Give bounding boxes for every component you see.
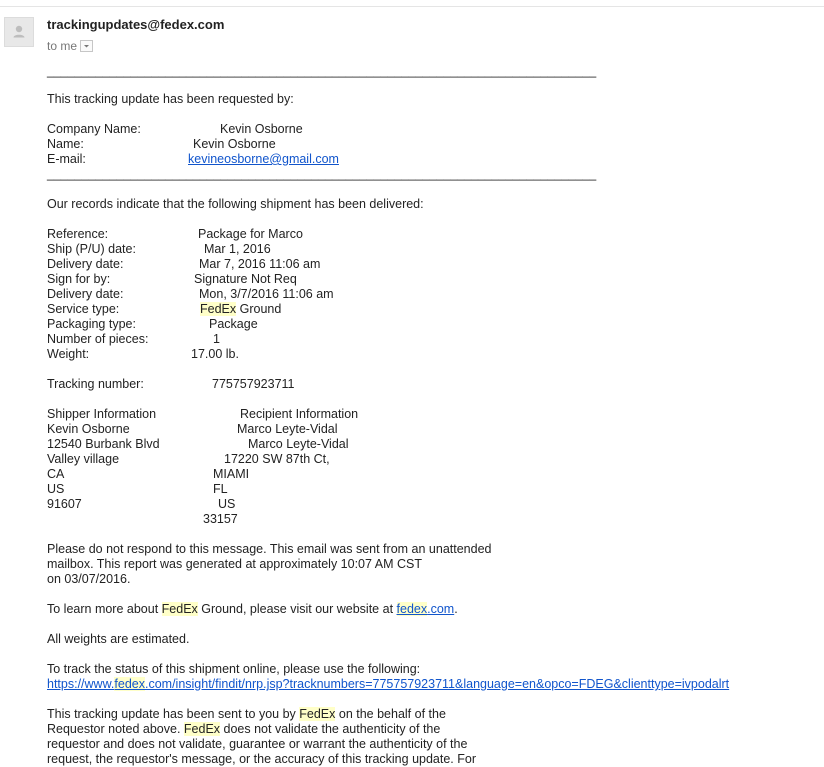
recipient-summary	[47, 39, 93, 53]
fedex-highlight: FedEx	[183, 722, 221, 736]
weights-note: All weights are estimated.	[47, 632, 190, 646]
recipient-name: Marco Leyte-Vidal	[237, 422, 338, 436]
fedex-website-link[interactable]	[396, 602, 458, 616]
fedex-highlight: fedex	[114, 677, 145, 691]
shipper-country: US	[47, 482, 65, 496]
weight-value: 17.00 lb.	[191, 347, 239, 361]
pieces-value: 1	[213, 332, 220, 346]
fedex-highlight: FedEx	[161, 602, 198, 616]
tracking-link-text: https://www.	[47, 677, 115, 691]
disclaimer-line	[47, 707, 446, 722]
disclaimer-line	[47, 722, 440, 737]
shipper-city: Valley village	[47, 452, 120, 466]
recipient-state: FL	[213, 482, 228, 496]
company-value: Kevin Osborne	[220, 122, 303, 136]
delivery-date-value: Mon, 3/7/2016 11:06 am	[199, 287, 334, 301]
fedex-highlight: FedEx	[200, 302, 237, 316]
company-label: Company Name:	[47, 122, 141, 136]
name-value: Kevin Osborne	[193, 137, 276, 151]
shipper-heading: Shipper Information	[47, 407, 157, 421]
email-label: E-mail:	[47, 152, 86, 166]
reference-value: Package for Marco	[198, 227, 303, 241]
details-dropdown-button[interactable]	[80, 40, 93, 52]
delivery-date-label: Delivery date:	[47, 287, 124, 301]
disclaimer-text: on the behalf of the	[335, 707, 446, 721]
notice-line: on 03/07/2016.	[47, 572, 131, 586]
recipient-company: Marco Leyte-Vidal	[248, 437, 349, 451]
shipper-name: Kevin Osborne	[47, 422, 130, 436]
fedex-link-text: .com	[427, 602, 455, 616]
records-intro: Our records indicate that the following shipment has been delivered:	[47, 197, 424, 211]
service-type-label: Service type:	[47, 302, 120, 316]
top-divider	[0, 6, 824, 7]
sign-for-value: Signature Not Req	[194, 272, 297, 286]
notice-line: Please do not respond to this message. This email was sent from an unattended	[47, 542, 492, 556]
learn-more-line	[47, 602, 458, 617]
learn-more-text: .	[454, 602, 458, 616]
service-type-text: Ground	[236, 302, 282, 316]
delivery-date-label: Delivery date:	[47, 257, 124, 271]
separator-line: _______________________________________________________________________________	[47, 167, 597, 181]
requester-email-link[interactable]: kevineosborne@gmail.com	[188, 152, 339, 166]
packaging-type-value: Package	[209, 317, 258, 331]
separator-line: _______________________________________________________________________________	[47, 64, 597, 78]
pieces-label: Number of pieces:	[47, 332, 149, 346]
sender-address[interactable]: trackingupdates@fedex.com	[47, 17, 225, 32]
disclaimer-line: requestor and does not validate, guarantee or warrant the authenticity of the	[47, 737, 468, 751]
service-type-value	[200, 302, 281, 317]
tracking-number-label: Tracking number:	[47, 377, 144, 391]
learn-more-text: Ground, please visit our website at	[197, 602, 397, 616]
disclaimer-text: does not validate the authenticity of the	[220, 722, 441, 736]
notice-line: mailbox. This report was generated at approximately 10:07 AM CST	[47, 557, 422, 571]
tracking-link[interactable]	[47, 677, 729, 692]
shipper-street: 12540 Burbank Blvd	[47, 437, 160, 451]
fedex-highlight: fedex	[396, 602, 428, 616]
recipient-city: MIAMI	[213, 467, 250, 481]
to-me-label: to me	[47, 39, 78, 53]
recipient-street: 17220 SW 87th Ct,	[224, 452, 330, 466]
shipper-state: CA	[47, 467, 65, 481]
sign-for-label: Sign for by:	[47, 272, 111, 286]
disclaimer-line: request, the requestor's message, or the accuracy of this tracking update. For	[47, 752, 476, 766]
tracking-link-text: .com/insight/findit/nrp.jsp?tracknumbers=775757923711&language=en&opco=FDEG&clienttype=ivpodalrt	[144, 677, 730, 691]
chevron-down-icon	[81, 41, 92, 51]
sender-avatar[interactable]	[4, 17, 34, 47]
fedex-highlight: FedEx	[299, 707, 336, 721]
recipient-zip: 33157	[203, 512, 238, 526]
disclaimer-text: This tracking update has been sent to you by	[47, 707, 300, 721]
person-icon	[5, 18, 33, 46]
ship-date-value: Mar 1, 2016	[204, 242, 271, 256]
reference-label: Reference:	[47, 227, 109, 241]
recipient-country: US	[218, 497, 236, 511]
shipper-zip: 91607	[47, 497, 82, 511]
ship-date-label: Ship (P/U) date:	[47, 242, 136, 256]
recipient-heading: Recipient Information	[240, 407, 359, 421]
packaging-type-label: Packaging type:	[47, 317, 136, 331]
name-label: Name:	[47, 137, 84, 151]
weight-label: Weight:	[47, 347, 90, 361]
tracking-number-value: 775757923711	[212, 377, 295, 391]
learn-more-text: To learn more about	[47, 602, 162, 616]
disclaimer-text: Requestor noted above.	[47, 722, 184, 736]
requested-by-heading: This tracking update has been requested by:	[47, 92, 294, 106]
delivery-date-value: Mar 7, 2016 11:06 am	[199, 257, 321, 271]
track-intro: To track the status of this shipment online, please use the following:	[47, 662, 421, 676]
